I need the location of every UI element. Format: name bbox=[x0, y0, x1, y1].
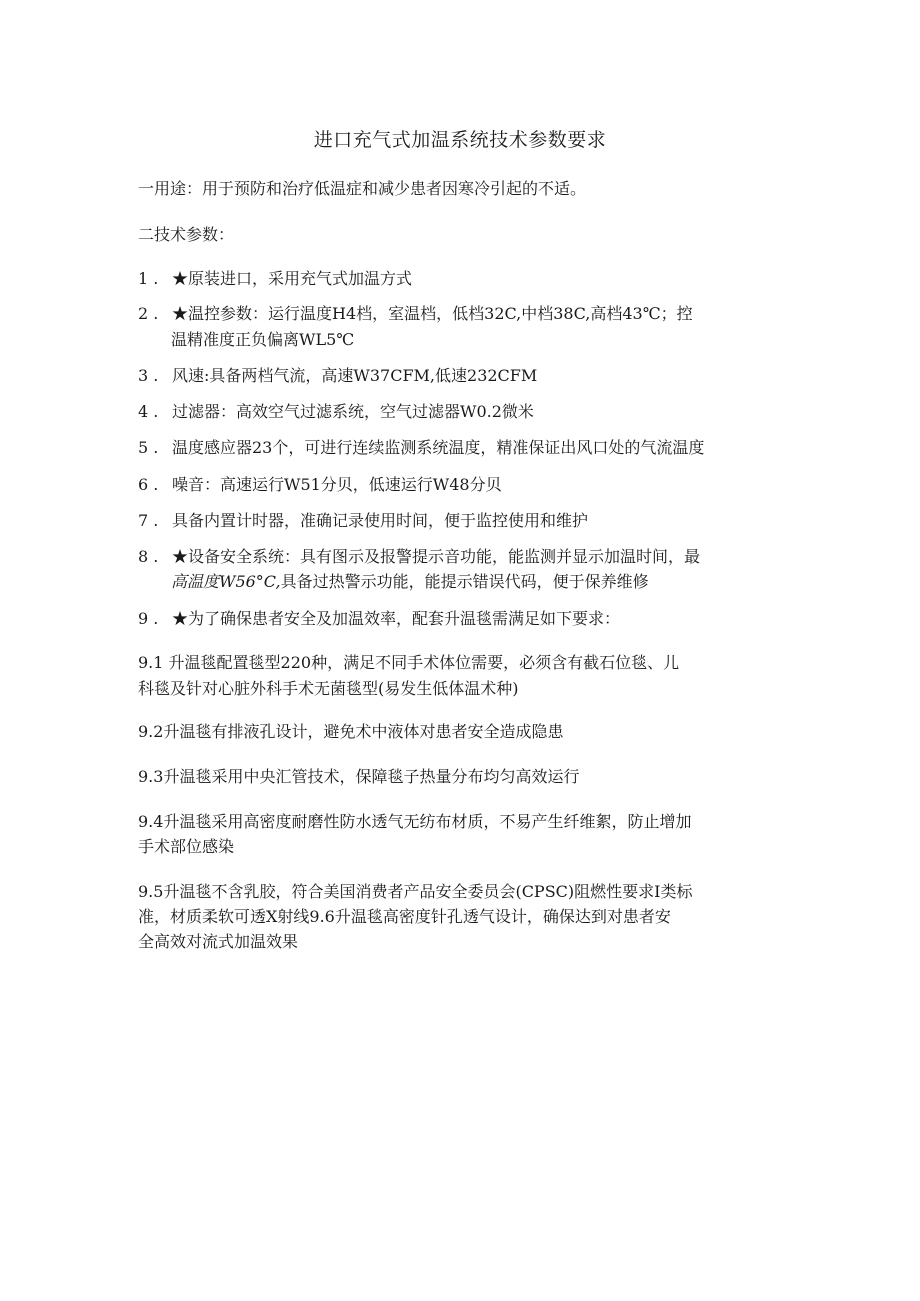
sub-item-9-3: 9.3升温毯采用中央汇管技术，保障毯子热量分布均匀高效运行 bbox=[138, 767, 580, 786]
list-item bbox=[138, 436, 704, 460]
item-number: 6 . bbox=[138, 475, 159, 494]
item-text: 过滤器：高效空气过滤系统，空气过滤器W0.2微米 bbox=[172, 402, 534, 421]
item-number: 7 . bbox=[138, 511, 159, 530]
item-number: 8 . bbox=[138, 547, 159, 566]
item-text: ★原装进口，采用充气式加温方式 bbox=[172, 269, 413, 288]
tech-params-heading: 二技术参数： bbox=[138, 225, 235, 244]
sub-item-9-5-line1: 9.5升温毯不含乳胶，符合美国消费者产品安全委员会(CPSC)阻燃性要求I类标 bbox=[138, 882, 693, 901]
list-item bbox=[138, 473, 502, 497]
item-number: 9 . bbox=[138, 609, 159, 628]
sub-item-9-4-line1: 9.4升温毯采用高密度耐磨性防水透气无纺布材质，不易产生纤维絮，防止增加 bbox=[138, 812, 692, 831]
item-number: 3 . bbox=[138, 366, 159, 385]
sub-item-9-5-line2: 准，材质柔软可透X射线9.6升温毯高密度针孔透气设计，确保达到对患者安 bbox=[138, 907, 671, 926]
list-item bbox=[138, 364, 537, 388]
list-item bbox=[138, 267, 412, 291]
list-item bbox=[138, 607, 620, 631]
list-item bbox=[138, 509, 588, 533]
list-item bbox=[138, 400, 534, 424]
document-title: 进口充气式加温系统技术参数要求 bbox=[313, 129, 607, 151]
sub-item-9-2: 9.2升温毯有排液孔设计，避免术中液体对患者安全造成隐患 bbox=[138, 722, 564, 741]
item-text: ★为了确保患者安全及加温效率，配套升温毯需满足如下要求： bbox=[172, 609, 621, 628]
item-text: 具备内置计时器，准确记录使用时间，便于监控使用和维护 bbox=[172, 511, 589, 530]
item-text: 风速:具备两档气流，高速W37CFM,低速232CFM bbox=[172, 366, 538, 385]
item-continuation: 温精准度正负偏离WL5℃ bbox=[171, 330, 355, 349]
usage-section: 一用途：用于预防和治疗低温症和减少患者因寒冷引起的不适。 bbox=[138, 179, 587, 198]
item-text: 噪音：高速运行W51分贝，低速运行W48分贝 bbox=[172, 475, 502, 494]
item-text: ★设备安全系统：具有图示及报警提示音功能，能监测并显示加温时间，最 bbox=[172, 547, 701, 566]
item-number: 4 . bbox=[138, 402, 159, 421]
item-text: 温度感应器23个，可进行连续监测系统温度，精准保证出风口处的气流温度 bbox=[172, 438, 705, 457]
list-item bbox=[138, 545, 700, 569]
item-continuation-text: 具备过热警示功能，能提示错误代码，便于保养维修 bbox=[280, 572, 649, 591]
item-text: ★温控参数：运行温度H4档，室温档，低档32C,中档38C,高档43℃；控 bbox=[172, 304, 693, 323]
item-number: 1 . bbox=[138, 269, 159, 288]
sub-item-9-4-line2: 手术部位感染 bbox=[138, 837, 235, 856]
sub-item-9-1-line2: 科毯及针对心脏外科手术无菌毯型(易发生低体温术种) bbox=[138, 679, 519, 698]
item-number: 2 . bbox=[138, 304, 159, 323]
sub-item-9-1-line1: 9.1 升温毯配置毯型220种，满足不同手术体位需要，必须含有截石位毯、儿 bbox=[138, 653, 680, 672]
item-continuation bbox=[171, 570, 649, 594]
item-continuation-italic: 高温度W56°C, bbox=[171, 572, 281, 591]
list-item bbox=[138, 302, 693, 326]
sub-item-9-5-line3: 全高效对流式加温效果 bbox=[138, 932, 299, 951]
item-number: 5 . bbox=[138, 438, 159, 457]
